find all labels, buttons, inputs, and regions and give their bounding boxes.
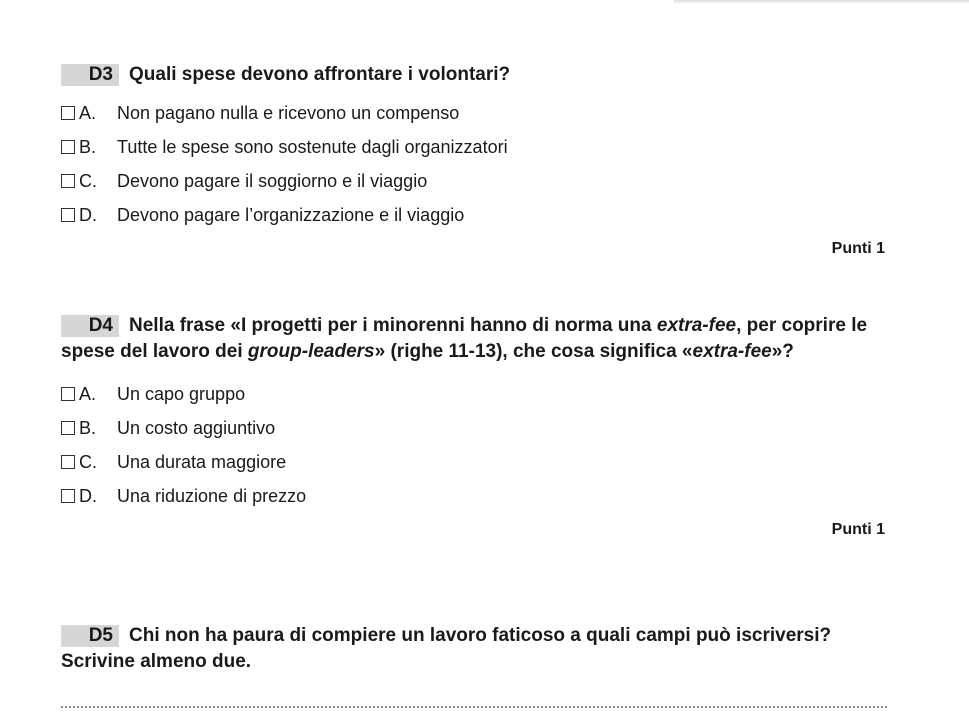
option-letter: B. bbox=[79, 417, 97, 438]
question-text: Nella frase «I progetti per i minorenni hanno di norma una bbox=[129, 315, 657, 336]
option-letter: B. bbox=[79, 136, 97, 157]
question-title bbox=[61, 62, 891, 87]
checkbox[interactable] bbox=[61, 174, 75, 188]
option-letter: C. bbox=[79, 170, 97, 191]
option-b[interactable] bbox=[61, 130, 891, 164]
option-text: Devono pagare l’organizzazione e il viaggio bbox=[117, 204, 465, 225]
checkbox[interactable] bbox=[61, 208, 75, 222]
question-text: »? bbox=[771, 341, 794, 362]
options-list bbox=[61, 377, 891, 513]
options-list bbox=[61, 96, 891, 232]
answer-input-line[interactable] bbox=[61, 706, 887, 708]
question-text-italic: extra-fee bbox=[692, 341, 772, 362]
question-d3 bbox=[61, 62, 891, 258]
option-b[interactable] bbox=[61, 411, 891, 445]
option-a[interactable] bbox=[61, 96, 891, 130]
question-number-label: D3 bbox=[61, 64, 119, 86]
option-text: Una durata maggiore bbox=[117, 451, 287, 472]
option-c[interactable] bbox=[61, 164, 891, 198]
question-number-label: D5 bbox=[61, 625, 119, 647]
option-letter: D. bbox=[79, 204, 97, 225]
option-letter: D. bbox=[79, 485, 97, 506]
question-title bbox=[61, 313, 891, 365]
question-text: , per coprire le spese del lavoro dei bbox=[61, 315, 868, 362]
points-label: Punti 1 bbox=[831, 240, 885, 257]
checkbox[interactable] bbox=[61, 140, 75, 154]
checkbox[interactable] bbox=[61, 387, 75, 401]
option-d[interactable] bbox=[61, 479, 891, 513]
question-number-label: D4 bbox=[61, 315, 119, 337]
question-title bbox=[61, 623, 891, 675]
option-text: Non pagano nulla e ricevono un compenso bbox=[117, 102, 460, 123]
checkbox[interactable] bbox=[61, 106, 75, 120]
page-edge-shadow bbox=[674, 0, 969, 4]
option-d[interactable] bbox=[61, 198, 891, 232]
option-text: Un capo gruppo bbox=[117, 383, 246, 404]
option-text: Devono pagare il soggiorno e il viaggio bbox=[117, 170, 428, 191]
option-text: Una riduzione di prezzo bbox=[117, 485, 307, 506]
checkbox[interactable] bbox=[61, 421, 75, 435]
option-c[interactable] bbox=[61, 445, 891, 479]
question-text: Chi non ha paura di compiere un lavoro faticoso a quali campi può iscriversi? Scrivine almeno due. bbox=[61, 625, 832, 672]
checkbox[interactable] bbox=[61, 455, 75, 469]
option-letter: A. bbox=[79, 383, 97, 404]
question-text-italic: group-leaders bbox=[247, 341, 375, 362]
question-text-italic: extra-fee bbox=[656, 315, 737, 336]
option-letter: A. bbox=[79, 102, 97, 123]
question-d5 bbox=[61, 623, 891, 675]
question-text: » (righe 11-13), che cosa significa « bbox=[374, 341, 693, 362]
question-d4 bbox=[61, 313, 891, 539]
checkbox[interactable] bbox=[61, 489, 75, 503]
option-text: Un costo aggiuntivo bbox=[117, 417, 276, 438]
points-label: Punti 1 bbox=[831, 521, 885, 538]
option-a[interactable] bbox=[61, 377, 891, 411]
option-letter: C. bbox=[79, 451, 97, 472]
option-text: Tutte le spese sono sostenute dagli organizzatori bbox=[117, 136, 508, 157]
question-text: Quali spese devono affrontare i volontari? bbox=[129, 64, 511, 85]
